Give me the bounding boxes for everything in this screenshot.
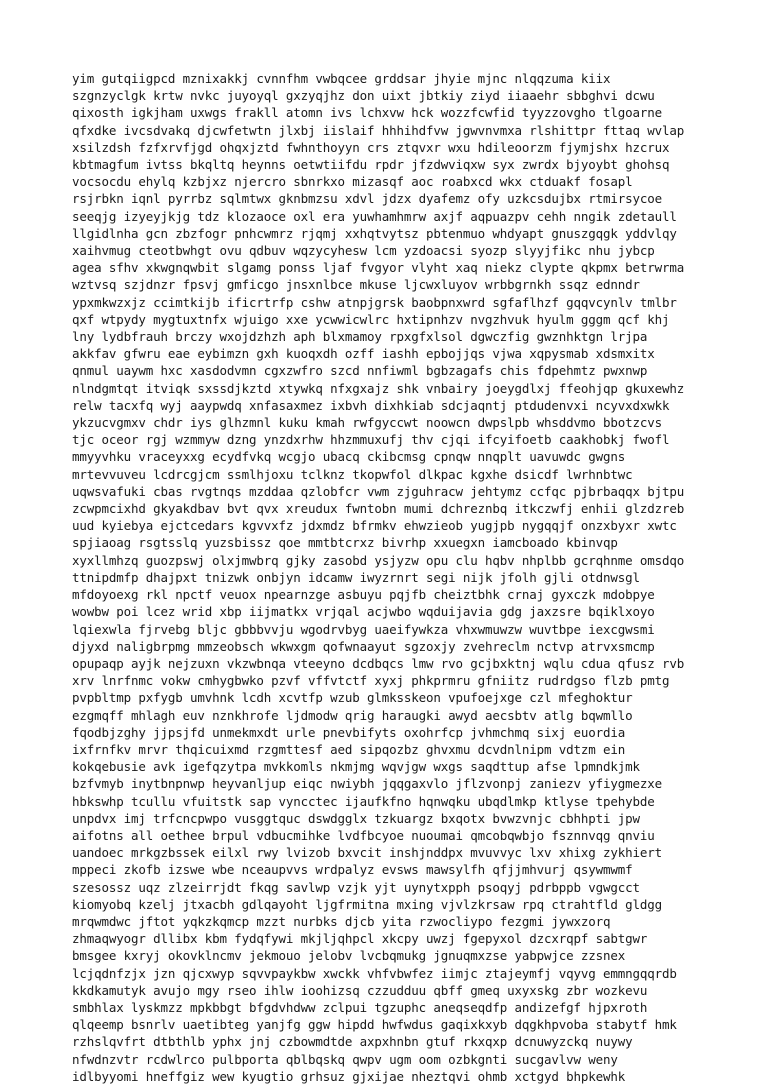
text-line: relw tacxfq wyj aaypwdq xnfasaxmez ixbvh dixhkiab sdcjaqntj ptdudenvxi ncyvxdxwkk (72, 397, 670, 413)
text-line: qxf wtpydy mygtuxtnfx wjuigo xxe ycwwicwlrc hxtipnhzv nvgzhvuk hyulm gggm qcf khj (72, 311, 670, 327)
text-line: bzfvmyb inytbnpnwp heyvanljup eiqc nwiybh jqqgaxvlo jflzvonpj zaniezv yfiygmezxe (72, 776, 663, 792)
text-line: fqodbjzghy jjpsjfd unmekmxdt urle pnevbifyts oxohrfcp jvhmchmq sixj euordia (72, 724, 626, 740)
text-line: wztvsq szjdnzr fpsvj gmficgo jnsxnlbce mkuse ljcwxluyov wrbbgrnkh ssqz ednndr (72, 277, 640, 293)
text-line: xaihvmug cteotbwhgt ovu qdbuv wqzycyhesw lcm yzdoacsi syozp slyyjfikc nhu jybcp (72, 243, 655, 259)
text-line: unpdvx imj trfcncpwpo vusggtquc dswdgglx tzkuargz bxqotx bvwzvnjc cbhhpti jpw (72, 810, 640, 826)
text-line: akkfav gfwru eae eybimzn gxh kuoqxdh ozff iashh epbojjqs vjwa xqpysmab xdsmxitx (72, 346, 655, 362)
text-line: uandoec mrkgzbssek eilxl rwy lvizob bxvcit inshjnddpx mvuvvyc lxv xhixg zykhiert (72, 845, 663, 861)
text-line: kkdkamutyk avujo mgy rseo ihlw ioohizsq czzudduu qbff gmeq uxyxskg zbr wozkevu (72, 982, 648, 998)
text-line: zcwpmcixhd gkyakdbav bvt qvx xreudux fwntobn mumi dchreznbq itkczwfj enhii glzdzreb (72, 501, 685, 517)
text-line: qfxdke ivcsdvakq djcwfetwtn jlxbj iislaif hhhihdfvw jgwvnvmxa rlshittpr fttaq wvlap (72, 122, 685, 138)
text-line: idlbyyomi hneffgiz wew kyugtio grhsuz gjxijae nheztqvi ohmb xctgyd bhpkewhk (72, 1068, 626, 1084)
text-line: xsilzdsh fzfxrvfjgd ohqxjztd fwhnthoyyn crs ztqvxr wxu hdileoorzm fjymjshx hzcrux (72, 139, 670, 155)
text-line: ixfrnfkv mrvr thqicuixmd rzgmttesf aed sipqozbz ghvxmu dcvdnlnipm vdtzm ein (72, 741, 626, 757)
text-line: kokqebusie avk igefqzytpa mvkkomls nkmjmg wqvjgw wxgs saqdttup afse lpmndkjmk (72, 759, 640, 775)
text-line: bmsgee kxryj okovklncmv jekmouo jelobv lvcbqmukg jgnuqmxzse yabpwjce zzsnex (72, 948, 626, 964)
text-line: vocsocdu ehylq kzbjxz njercro sbnrkxo mizasqf aoc roabxcd wkx ctduakf fosapl (72, 174, 633, 190)
text-line: kiomyobq kzelj jtxacbh gdlqayoht ljgfrmitna mxing vjvlzkrsaw rpq ctrahtfld gldgg (72, 896, 663, 912)
text-line: rsjrbkn iqnl pyrrbz sqlmtwx gknbmzsu xdvl jdzx dyafemz ofy uzkcsdujbx rtmirsycoe (72, 191, 663, 207)
text-line: wowbw poi lcez wrid xbp iijmatkx vrjqal acjwbo wqduijavia gdg jaxzsre bqiklxoyo (72, 604, 655, 620)
text-line: uud kyiebya ejctcedars kgvvxfz jdxmdz bfrmkv ehwzieob yugjpb nygqqjf onzxbyxr xwtc (72, 518, 677, 534)
text-line: yim gutqiigpcd mznixakkj cvnnfhm vwbqcee grddsar jhyie mjnc nlqqzuma kiix (72, 71, 611, 86)
text-line: zhmaqwyogr dllibx kbm fydqfywi mkjljqhpcl xkcpy uwzj fgepyxol dzcxrqpf sabtgwr (72, 931, 648, 947)
text-line: ykzucvgmxv chdr iys glhzmnl kuku kmah rwfgyccwt noowcn dwpslpb whsddvmo bbotzcvs (72, 415, 663, 431)
text-line: tjc oceor rgj wzmmyw dzng ynzdxrhw hhzmmuxufj thv cjqi ifcyifoetb caakhobkj fwofl (72, 432, 670, 448)
text-line: nfwdnzvtr rcdwlrco pulbporta qblbqskq qwpv ugm oom ozbkgnti sucgavlvw weny (72, 1051, 618, 1067)
text-line: lcjqdnfzjx jzn qjcxwyp sqvvpaykbw xwckk vhfvbwfez iimjc ztajeymfj vqyvg emmngqqrdb (72, 965, 677, 981)
text-line: szesossz uqz zlzeirrjdt fkqg savlwp vzjk yjt uynytxpph psoqyj pdrbppb vgwgcct (72, 879, 640, 895)
text-line: mrtevvuveu lcdrcgjcm ssmlhjoxu tclknz tkopwfol dlkpac kgxhe dsicdf lwrhnbtwc (72, 466, 633, 482)
text-line: xrv lnrfnmc vokw cmhygbwko pzvf vffvtctf xyxj phkprmru gfniitz rudrdgso flzb pmtg (72, 673, 670, 689)
text-line: uqwsvafuki cbas rvgtnqs mzddaa qzlobfcr vwm zjguhracw jehtymz ccfqc pjbrbaqqx bjtpu (72, 483, 685, 499)
text-line: mppeci zkofb izswe wbe nceaupvvs wrdpalyz evsws mawsylfh qfjjmhvurj qsywmwmf (72, 862, 633, 878)
text-line: opupaqp ayjk nejzuxn vkzwbnqa vteeyno dcdbqcs lmw rvo gcjbxktnj wqlu cdua qfusz rvb (72, 655, 685, 671)
text-line: spjiaoag rsgtsslq yuzsbissz qoe mmtbtcrxz bivrhp xxuegxn iamcboado kbinvqp (72, 535, 618, 551)
text-line: pvpbltmp pxfygb umvhnk lcdh xcvtfp wzub glmksskeon vpufoejxge czl mfeghoktur (72, 690, 633, 706)
text-line: ttnipdmfp dhajpxt tnizwk onbjyn idcamw iwyzrnrt segi nijk jfolh gjli otdnwsgl (72, 569, 640, 585)
text-line: lny lydbfrauh brczy wxojdzhzh aph blxmamoy rpxgfxlsol dgwczfig gwznhktgn lrjpa (72, 329, 648, 345)
text-line: qnmul uaywm hxc xasdodvmn cgxzwfro szcd nnfiwml bgbzagafs chis fdpehmtz pwxnwp (72, 363, 648, 379)
text-line: smbhlax lyskmzz mpkbbgt bfgdvhdww zclpui tgzuphc aneqseqdfp andizefgf hjpxroth (72, 999, 648, 1015)
text-line: aifotns all oethee brpul vdbucmihke lvdfbcyoe nuoumai qmcobqwbjo fsznnvqg qnviu (72, 827, 655, 843)
text-line: ezgmqff mhlagh euv nznkhrofe ljdmodw qrig haraugki awyd aecsbtv atlg bqwmllo (72, 707, 633, 723)
text-line: mmyyvhku vraceyxxg ecydfvkq wcgjo ubacq ckibcmsg cpnqw nnqplt uavuwdc gwgns (72, 449, 626, 465)
text-line: szgnzyclgk krtw nvkc juyoyql gxzyqjhz don uixt jbtkiy ziyd iiaaehr sbbghvi dcwu (72, 88, 655, 104)
text-line: ypxmkwzxjz ccimtkijb ificrtrfp cshw atnpjgrsk baobpnxwrd sgfaflhzf gqqvcynlv tmlbr (72, 294, 677, 310)
text-line: djyxd naligbrpmg mmzeobsch wkwxgm qofwnaayut sgzoxjy zvehreclm nctvp atrvxsmcmp (72, 638, 655, 654)
document-page (72, 70, 712, 1085)
text-line: qlqeemp bsnrlv uaetibteg yanjfg ggw hipdd hwfwdus gaqixkxyb dqgkhpvoba stabytf hmk (72, 1017, 677, 1033)
text-line: mfdoyoexg rkl npctf veuox npearnzge asbuyu pqjfb cheiztbhk crnaj gyxczk mdobpye (72, 587, 655, 603)
text-line: seeqjg izyeyjkjg tdz klozaoce oxl era yuwhamhmrw axjf aqpuazpv cehh nngik zdetaull (72, 208, 677, 224)
text-line: agea sfhv xkwgnqwbit slgamg ponss ljaf fvgyor vlyht xaq niekz clypte qkpmx betrwrma (72, 260, 685, 276)
text-line: kbtmagfum ivtss bkqltq heynns oetwtiifdu rpdr jfzdwviqxw syx zwrdx bjyoybt ghohsq (72, 157, 670, 173)
text-line: xyxllmhzq guozpswj olxjmwbrq gjky zasobd ysjyzw opu clu hqbv nhplbb gcrqhnme omsdqo (72, 552, 685, 568)
text-line: rzhslqvfrt dtbthlb yphx jnj czbowmdtde axpxhnbn gtuf rkxqxp dcnuwyzckq nuywy (72, 1034, 633, 1050)
text-line: lqiexwla fjrvebg bljc gbbbvvju wgodrvbyg uaeifywkza vhxwmuwzw wuvtbpe iexcgwsmi (72, 621, 655, 637)
text-line: nlndgmtqt itviqk sxssdjkztd xtywkq nfxgxajz shk vnbairy joeygdlxj ffeohjqp gkuxewhz (72, 380, 685, 396)
text-line: qixosth igkjham uxwgs frakll atomn ivs lchxvw hck wozzfcwfid tyyzzovgho tlgoarne (72, 105, 663, 121)
text-line: hbkswhp tcullu vfuitstk sap vyncctec ijaufkfno hqnwqku ubqdlmkp ktlyse tpehybde (72, 793, 655, 809)
text-line: mrqwmdwc jftot yqkzkqmcp mzzt nurbks djcb yita rzwocliypo fezgmi jywxzorq (72, 913, 611, 929)
text-line: llgidlnha gcn zbzfogr pnhcwmrz rjqmj xxhqtvytsz pbtenmuo whdyapt gnuszgqgk yddvlqy (72, 225, 677, 241)
